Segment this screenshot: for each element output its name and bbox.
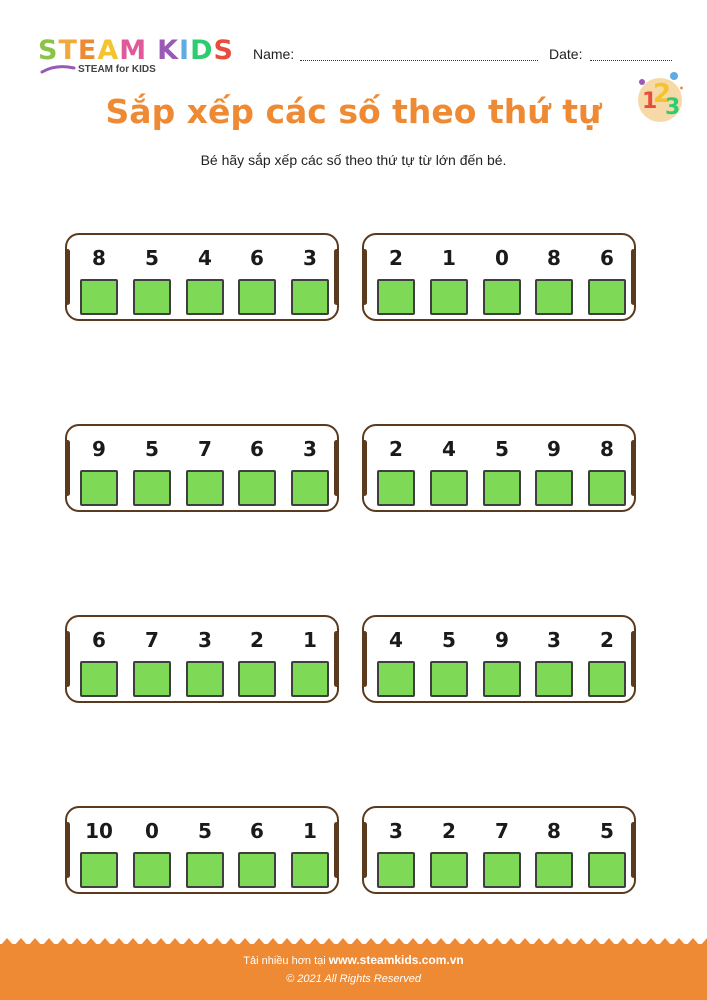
answer-box[interactable] (588, 279, 626, 315)
number-label: 2 (389, 437, 403, 461)
footer-site-link[interactable]: www.steamkids.com.vn (328, 953, 464, 967)
answer-box[interactable] (483, 470, 521, 506)
answer-box[interactable] (377, 279, 415, 315)
date-label: Date: (549, 46, 583, 62)
number-label: 3 (303, 437, 317, 461)
number-label: 3 (303, 246, 317, 270)
number-label: 5 (495, 437, 509, 461)
logo-letter: I (179, 35, 191, 66)
answer-box[interactable] (133, 279, 171, 315)
number-group (65, 424, 339, 512)
number-label: 10 (85, 819, 113, 843)
number-label: 8 (547, 819, 561, 843)
number-label: 5 (198, 819, 212, 843)
number-label: 1 (442, 246, 456, 270)
answer-box[interactable] (80, 852, 118, 888)
number-label: 9 (547, 437, 561, 461)
number-label: 1 (303, 628, 317, 652)
worksheet-title: Sắp xếp các số theo thứ tự (105, 92, 602, 131)
logo-letter: S (213, 35, 234, 66)
footer-copyright: © 2021 All Rights Reserved (286, 973, 421, 985)
answer-box[interactable] (238, 279, 276, 315)
answer-box[interactable] (377, 661, 415, 697)
number-label: 0 (495, 246, 509, 270)
number-label: 7 (145, 628, 159, 652)
number-label: 9 (92, 437, 106, 461)
answer-box[interactable] (430, 661, 468, 697)
answer-box[interactable] (80, 661, 118, 697)
svg-text:1: 1 (642, 89, 658, 114)
number-label: 2 (250, 628, 264, 652)
steam-kids-logo (38, 36, 238, 80)
logo-letter: T (58, 35, 78, 66)
footer-download-text (0, 953, 707, 967)
answer-box[interactable] (483, 852, 521, 888)
logo-letter: D (190, 35, 214, 66)
number-group (65, 233, 339, 321)
answer-box[interactable] (291, 279, 329, 315)
number-label: 6 (92, 628, 106, 652)
number-group (362, 615, 636, 703)
logo-swoosh-icon (40, 62, 76, 76)
answer-box[interactable] (430, 470, 468, 506)
answer-box[interactable] (291, 852, 329, 888)
answer-box[interactable] (291, 470, 329, 506)
answer-box[interactable] (238, 661, 276, 697)
number-label: 5 (442, 628, 456, 652)
answer-box[interactable] (535, 852, 573, 888)
number-label: 4 (389, 628, 403, 652)
number-label: 8 (547, 246, 561, 270)
logo-letter: A (97, 35, 120, 66)
number-label: 6 (250, 437, 264, 461)
logo-subtitle: STEAM for KIDS (78, 64, 156, 75)
answer-box[interactable] (588, 470, 626, 506)
number-label: 8 (600, 437, 614, 461)
number-label: 2 (600, 628, 614, 652)
number-group (65, 615, 339, 703)
name-field[interactable] (300, 60, 538, 61)
number-label: 0 (145, 819, 159, 843)
answer-box[interactable] (80, 470, 118, 506)
answer-box[interactable] (535, 661, 573, 697)
number-label: 9 (495, 628, 509, 652)
number-label: 3 (389, 819, 403, 843)
answer-box[interactable] (588, 661, 626, 697)
logo-letter: K (157, 35, 180, 66)
worksheet-instruction: Bé hãy sắp xếp các số theo thứ tự từ lớn đến bé. (200, 152, 507, 168)
answer-box[interactable] (186, 279, 224, 315)
answer-box[interactable] (133, 661, 171, 697)
answer-box[interactable] (588, 852, 626, 888)
logo-letter: S (38, 35, 59, 66)
number-label: 7 (495, 819, 509, 843)
number-label: 3 (198, 628, 212, 652)
number-label: 3 (547, 628, 561, 652)
footer-prefix: Tải nhiều hơn tại (243, 955, 326, 967)
number-label: 6 (250, 246, 264, 270)
answer-box[interactable] (133, 470, 171, 506)
number-label: 6 (600, 246, 614, 270)
number-label: 5 (600, 819, 614, 843)
answer-box[interactable] (535, 470, 573, 506)
name-label: Name: (253, 46, 295, 62)
number-group (362, 233, 636, 321)
answer-box[interactable] (133, 852, 171, 888)
answer-box[interactable] (430, 279, 468, 315)
number-label: 5 (145, 437, 159, 461)
answer-box[interactable] (483, 661, 521, 697)
number-label: 4 (198, 246, 212, 270)
answer-box[interactable] (238, 470, 276, 506)
number-label: 7 (198, 437, 212, 461)
answer-box[interactable] (186, 852, 224, 888)
number-group (362, 424, 636, 512)
number-label: 5 (145, 246, 159, 270)
answer-box[interactable] (377, 470, 415, 506)
number-label: 4 (442, 437, 456, 461)
number-group (65, 806, 339, 894)
answer-box[interactable] (377, 852, 415, 888)
answer-box[interactable] (186, 661, 224, 697)
svg-text:2: 2 (653, 79, 672, 109)
svg-text:3: 3 (665, 95, 681, 120)
logo-letter: E (77, 35, 98, 66)
logo-letter: M (119, 35, 148, 66)
number-label: 6 (250, 819, 264, 843)
date-field[interactable] (590, 60, 672, 61)
number-group (362, 806, 636, 894)
answer-box[interactable] (291, 661, 329, 697)
answer-box[interactable] (80, 279, 118, 315)
answer-box[interactable] (483, 279, 521, 315)
number-label: 2 (442, 819, 456, 843)
number-label: 1 (303, 819, 317, 843)
answer-box[interactable] (535, 279, 573, 315)
answer-box[interactable] (430, 852, 468, 888)
answer-box[interactable] (186, 470, 224, 506)
number-label: 2 (389, 246, 403, 270)
answer-box[interactable] (238, 852, 276, 888)
number-label: 8 (92, 246, 106, 270)
